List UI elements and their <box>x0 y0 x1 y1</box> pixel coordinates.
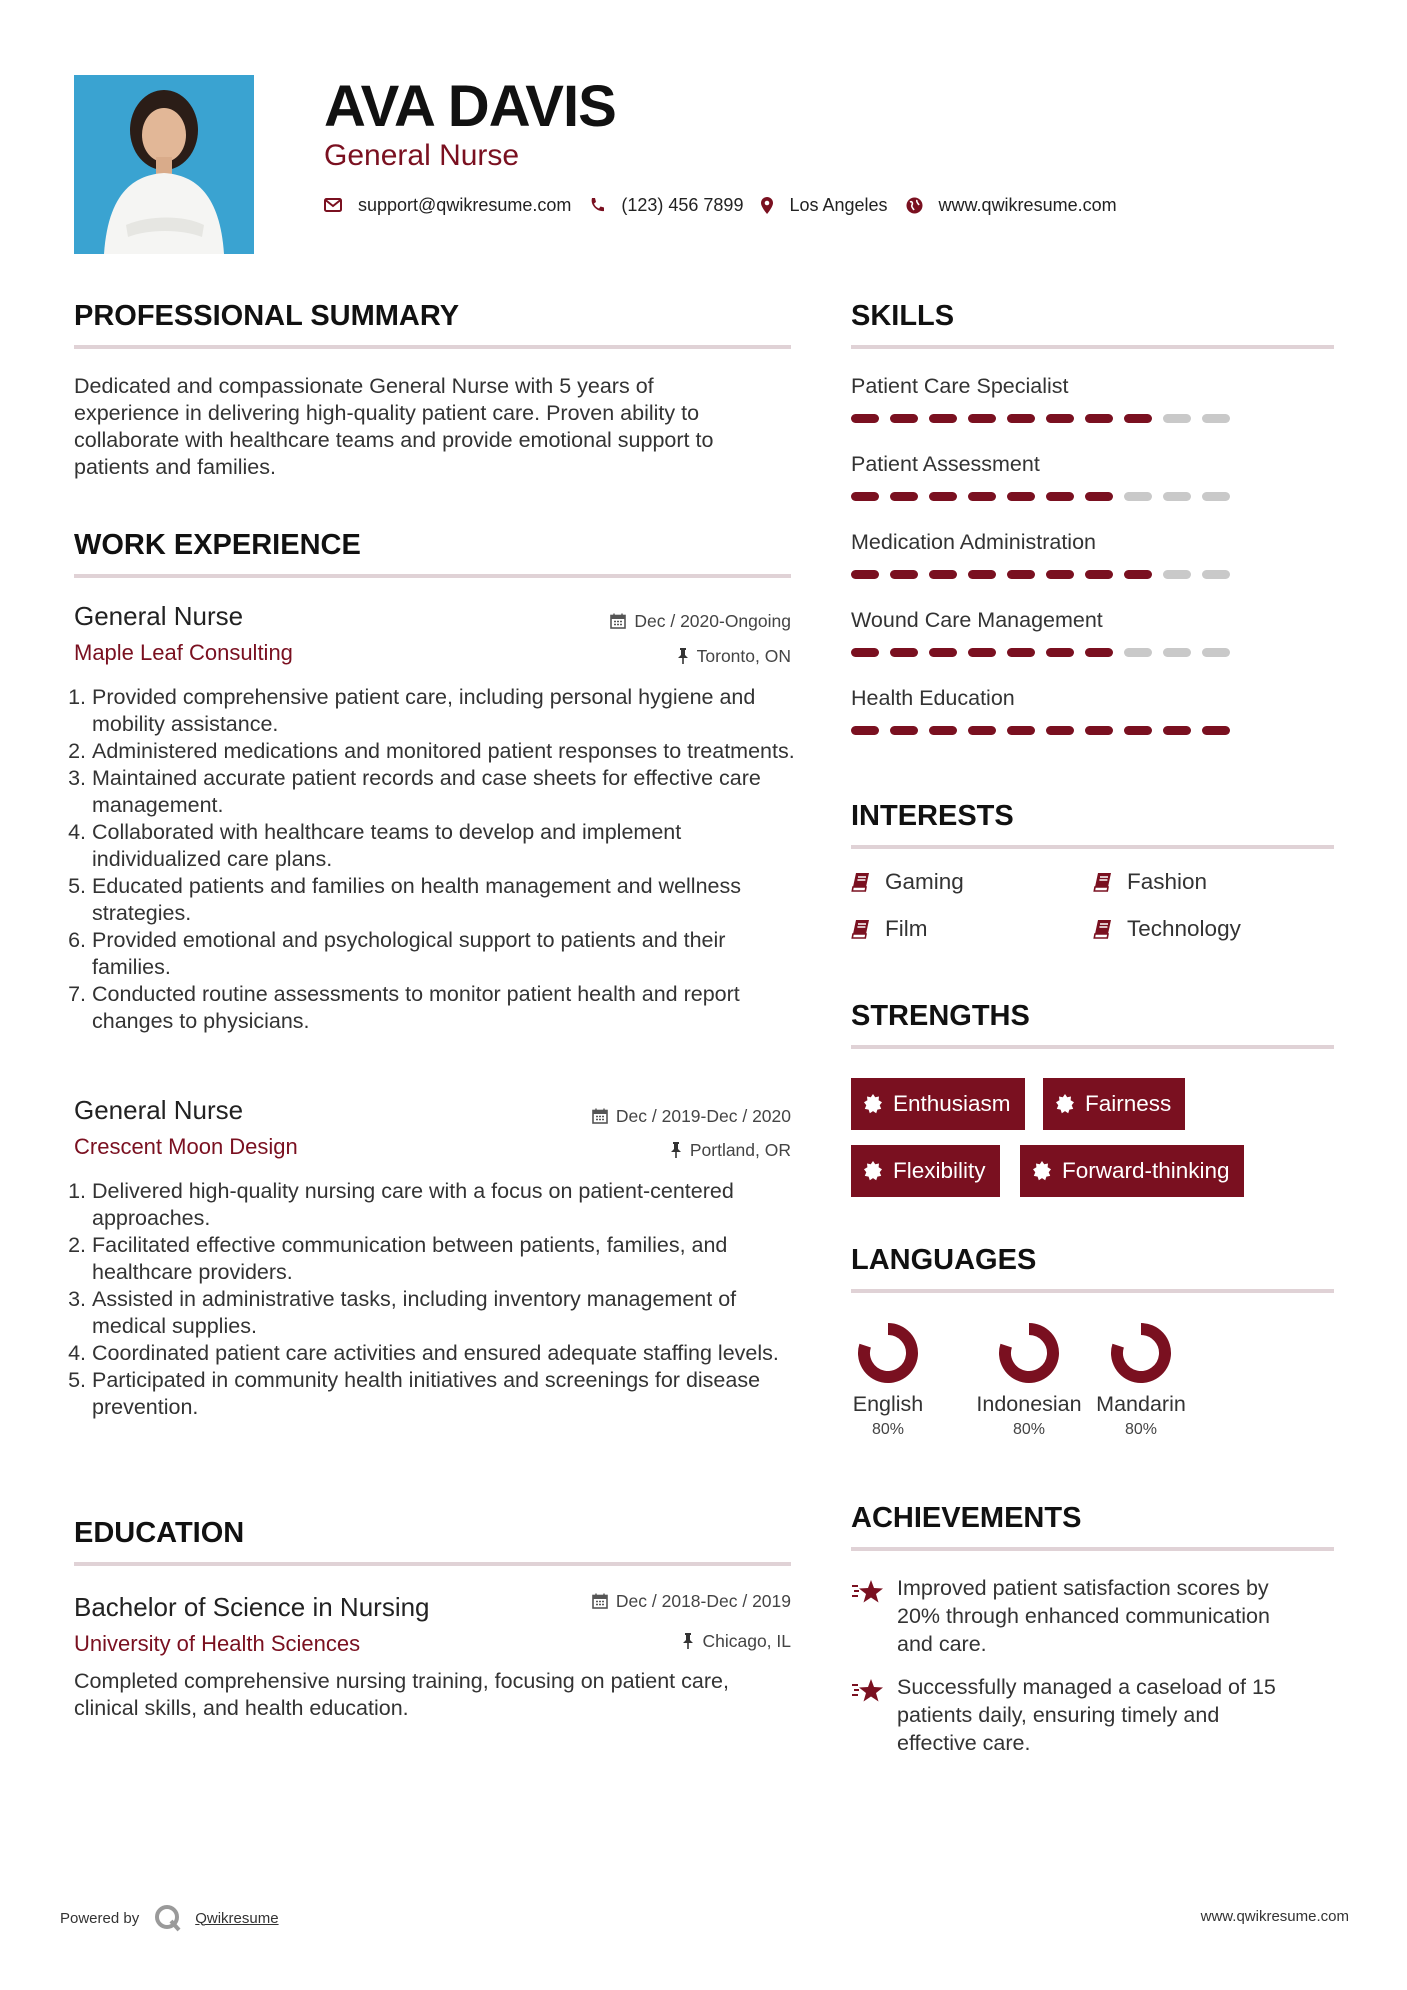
interests-heading: INTERESTS <box>851 800 1014 832</box>
education-heading: EDUCATION <box>74 1517 245 1549</box>
skill-level-segment <box>1163 414 1191 423</box>
strength-badge <box>1020 1145 1244 1197</box>
job-bullets <box>74 1178 809 1421</box>
skill-level-segment <box>929 726 957 735</box>
skill-level-segment <box>1163 648 1191 657</box>
book-icon <box>1093 872 1113 892</box>
skill-level-segment <box>1202 492 1230 501</box>
job-dates <box>480 1105 791 1127</box>
badge-star-icon <box>863 1094 883 1114</box>
language-name: Indonesian <box>976 1392 1082 1416</box>
skill-level-segment <box>1007 570 1035 579</box>
skill-level-segment <box>968 414 996 423</box>
skill-level-segment <box>851 726 879 735</box>
language-ring <box>1108 1320 1174 1386</box>
contact-website[interactable] <box>906 195 1117 216</box>
strength-label: Forward-thinking <box>1062 1158 1230 1183</box>
language-ring <box>855 1320 921 1386</box>
education-dates-text: Dec / 2018-Dec / 2019 <box>615 1591 791 1611</box>
strength-badge <box>851 1078 1025 1130</box>
language-name: Mandarin <box>1096 1392 1186 1416</box>
language-item <box>833 1320 943 1441</box>
skill-level-segment <box>1007 648 1035 657</box>
strength-label: Enthusiasm <box>893 1091 1011 1116</box>
job-dates-text: Dec / 2020-Ongoing <box>634 611 791 631</box>
language-percent: 80% <box>1124 1421 1158 1438</box>
skill-level-segment <box>890 570 918 579</box>
skill-item <box>851 450 1334 528</box>
skill-level-segment <box>968 570 996 579</box>
skill-level-segment <box>929 492 957 501</box>
badge-star-icon <box>863 1161 883 1181</box>
skill-level-segment <box>1202 570 1230 579</box>
achievements-heading: ACHIEVEMENTS <box>851 1502 1082 1534</box>
job-location-text: Toronto, ON <box>696 646 791 666</box>
degree-title: Bachelor of Science in Nursing <box>74 1592 430 1622</box>
star-trophy-icon <box>851 1677 885 1707</box>
achievement-line: and care. <box>897 1632 987 1656</box>
candidate-name: AVA DAVIS <box>324 74 616 139</box>
skill-level-segment <box>1124 648 1152 657</box>
skill-level-bar <box>851 492 1334 501</box>
school-name: University of Health Sciences <box>74 1631 361 1656</box>
footer-powered <box>60 1903 279 1933</box>
profile-photo <box>74 75 254 254</box>
skill-level-segment <box>890 414 918 423</box>
contact-row <box>324 192 1135 218</box>
pushpin-icon <box>682 1633 694 1649</box>
skill-level-segment <box>890 648 918 657</box>
skill-label: Health Education <box>851 686 1015 710</box>
skill-level-segment <box>1085 492 1113 501</box>
summary-divider <box>74 345 791 349</box>
list-item: 2. Facilitated effective communication between patients, families, and healthcare providers. <box>92 1232 809 1286</box>
skill-level-segment <box>968 492 996 501</box>
education-line: Completed comprehensive nursing training, focusing on patient care, <box>74 1669 729 1693</box>
calendar-icon <box>592 1593 608 1609</box>
skill-level-segment <box>1085 726 1113 735</box>
powered-by-text: Powered by <box>60 1909 140 1927</box>
interest-item <box>1093 869 1207 895</box>
skill-level-segment <box>1163 726 1191 735</box>
strength-badge <box>851 1145 1000 1197</box>
skill-level-segment <box>1124 570 1152 579</box>
list-item: 1. Delivered high-quality nursing care with a focus on patient-centered approaches. <box>92 1178 809 1232</box>
skill-level-segment <box>1124 726 1152 735</box>
job-title: General Nurse <box>74 1095 244 1125</box>
achievements-divider <box>851 1547 1334 1551</box>
envelope-icon <box>324 198 342 212</box>
skill-level-segment <box>1007 726 1035 735</box>
map-pin-icon <box>761 197 773 214</box>
summary-line: collaborate with healthcare teams and provide emotional support to <box>74 428 714 452</box>
achievement-line: effective care. <box>897 1731 1031 1755</box>
brand-link[interactable]: Qwikresume <box>195 1909 279 1927</box>
summary-line: patients and families. <box>74 455 276 479</box>
strength-badge <box>1043 1078 1185 1130</box>
education-location <box>500 1630 791 1652</box>
summary-line: experience in delivering high-quality patient care. Proven ability to <box>74 401 700 425</box>
skill-level-segment <box>1202 726 1230 735</box>
globe-icon <box>906 197 923 214</box>
skills-divider <box>851 345 1334 349</box>
job-bullets <box>74 684 809 1035</box>
skill-level-segment <box>1046 726 1074 735</box>
contact-location <box>761 195 887 216</box>
experience-divider <box>74 574 791 578</box>
strength-label: Flexibility <box>893 1158 986 1183</box>
skills-list <box>851 372 1334 762</box>
education-location-text: Chicago, IL <box>702 1631 791 1651</box>
interest-label: Technology <box>1127 916 1241 941</box>
skill-level-segment <box>851 492 879 501</box>
skill-level-bar <box>851 648 1334 657</box>
list-item: 1. Provided comprehensive patient care, including personal hygiene and mobility assistance. <box>92 684 809 738</box>
achievement-line: Successfully managed a caseload of 15 <box>897 1675 1276 1699</box>
pushpin-icon <box>670 1142 682 1158</box>
skill-label: Patient Assessment <box>851 452 1040 476</box>
skill-label: Wound Care Management <box>851 608 1103 632</box>
skill-item <box>851 528 1334 606</box>
pushpin-icon <box>677 648 689 664</box>
job-location-text: Portland, OR <box>689 1140 791 1160</box>
skill-level-segment <box>1085 570 1113 579</box>
summary-heading: PROFESSIONAL SUMMARY <box>74 300 460 332</box>
job-location <box>500 645 791 667</box>
book-icon <box>851 872 871 892</box>
list-item: 5. Educated patients and families on health management and wellness strategies. <box>92 873 809 927</box>
job-company: Maple Leaf Consulting <box>74 640 293 665</box>
experience-heading: WORK EXPERIENCE <box>74 529 361 561</box>
summary-text <box>74 373 804 481</box>
interest-label: Film <box>885 916 928 941</box>
language-item <box>974 1320 1084 1441</box>
skill-level-segment <box>1046 648 1074 657</box>
skill-level-segment <box>929 570 957 579</box>
language-name: English <box>852 1392 924 1416</box>
education-line: clinical skills, and health education. <box>74 1696 409 1720</box>
achievement-line: Improved patient satisfaction scores by <box>897 1576 1269 1600</box>
phone-icon <box>589 197 605 213</box>
footer-url[interactable]: www.qwikresume.com <box>1200 1908 1349 1925</box>
skill-level-bar <box>851 414 1334 423</box>
skill-level-segment <box>1085 414 1113 423</box>
list-item: 2. Administered medications and monitored patient responses to treatments. <box>92 738 809 765</box>
skills-heading: SKILLS <box>851 300 955 332</box>
achievement-line: patients daily, ensuring timely and <box>897 1703 1220 1727</box>
skill-level-segment <box>968 648 996 657</box>
summary-line: Dedicated and compassionate General Nurse with 5 years of <box>74 374 654 398</box>
job-title: General Nurse <box>74 601 244 631</box>
language-ring <box>996 1320 1062 1386</box>
skill-level-segment <box>1046 492 1074 501</box>
interest-item <box>1093 916 1241 942</box>
education-description <box>74 1668 814 1722</box>
contact-email[interactable] <box>324 195 571 216</box>
list-item: 4. Coordinated patient care activities and ensured adequate staffing levels. <box>92 1340 809 1367</box>
skill-level-segment <box>1085 648 1113 657</box>
contact-phone[interactable] <box>589 195 743 216</box>
job-dates <box>500 610 791 632</box>
interest-item <box>851 916 927 942</box>
job-company: Crescent Moon Design <box>74 1134 298 1159</box>
skill-level-segment <box>890 726 918 735</box>
education-dates <box>480 1590 791 1612</box>
skill-level-segment <box>1007 492 1035 501</box>
skill-level-segment <box>929 648 957 657</box>
skill-item <box>851 372 1334 450</box>
strength-label: Fairness <box>1085 1091 1172 1116</box>
skill-level-segment <box>851 414 879 423</box>
list-item: 3. Assisted in administrative tasks, including inventory management of medical supplies. <box>92 1286 809 1340</box>
language-percent: 80% <box>871 1421 905 1438</box>
achievement-item <box>851 1574 1334 1658</box>
job-dates-text: Dec / 2019-Dec / 2020 <box>615 1106 791 1126</box>
skill-level-segment <box>1202 414 1230 423</box>
list-item: 6. Provided emotional and psychological support to patients and their families. <box>92 927 809 981</box>
skill-level-bar <box>851 726 1334 735</box>
skill-level-segment <box>1163 492 1191 501</box>
location-text: Los Angeles <box>789 194 888 215</box>
interest-item <box>851 869 964 895</box>
badge-star-icon <box>1055 1094 1075 1114</box>
list-item: 7. Conducted routine assessments to monitor patient health and report changes to physicians. <box>92 981 809 1035</box>
email-text: support@qwikresume.com <box>358 194 572 215</box>
education-divider <box>74 1562 791 1566</box>
calendar-icon <box>610 613 626 629</box>
language-item <box>1086 1320 1196 1441</box>
strengths-heading: STRENGTHS <box>851 1000 1030 1032</box>
languages-heading: LANGUAGES <box>851 1244 1037 1276</box>
book-icon <box>1093 919 1113 939</box>
book-icon <box>851 919 871 939</box>
skill-level-segment <box>890 492 918 501</box>
badge-star-icon <box>1032 1161 1052 1181</box>
interests-divider <box>851 845 1334 849</box>
skill-level-segment <box>1046 414 1074 423</box>
skill-level-segment <box>1163 570 1191 579</box>
skill-level-segment <box>1046 570 1074 579</box>
languages-divider <box>851 1289 1334 1293</box>
skill-level-segment <box>1124 492 1152 501</box>
candidate-title: General Nurse <box>324 139 520 172</box>
skill-item <box>851 606 1334 684</box>
website-text: www.qwikresume.com <box>938 194 1117 215</box>
interest-label: Gaming <box>885 869 964 894</box>
strengths-divider <box>851 1045 1334 1049</box>
achievement-item <box>851 1673 1334 1757</box>
skill-level-segment <box>1202 648 1230 657</box>
skill-label: Patient Care Specialist <box>851 374 1069 398</box>
skill-level-segment <box>851 648 879 657</box>
qwikresume-logo-icon <box>153 1903 183 1933</box>
skill-item <box>851 684 1334 762</box>
job-location <box>500 1139 791 1161</box>
achievement-line: 20% through enhanced communication <box>897 1604 1270 1628</box>
list-item: 5. Participated in community health initiatives and screenings for disease prevention. <box>92 1367 809 1421</box>
skill-level-bar <box>851 570 1334 579</box>
calendar-icon <box>592 1108 608 1124</box>
list-item: 4. Collaborated with healthcare teams to develop and implement individualized care plans. <box>92 819 809 873</box>
skill-level-segment <box>929 414 957 423</box>
phone-text: (123) 456 7899 <box>621 194 744 215</box>
skill-level-segment <box>851 570 879 579</box>
skill-label: Medication Administration <box>851 530 1096 554</box>
language-percent: 80% <box>1012 1421 1046 1438</box>
star-trophy-icon <box>851 1578 885 1608</box>
skill-level-segment <box>1124 414 1152 423</box>
interest-label: Fashion <box>1127 869 1208 894</box>
skill-level-segment <box>1007 414 1035 423</box>
list-item: 3. Maintained accurate patient records and case sheets for effective care management. <box>92 765 809 819</box>
skill-level-segment <box>968 726 996 735</box>
